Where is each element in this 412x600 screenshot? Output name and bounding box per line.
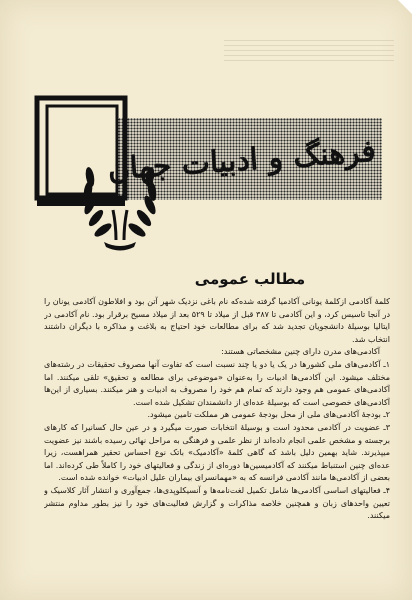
paragraph: آکادمی‌های مدرن دارای چنین مشخصاتی هستند: (221, 347, 380, 357)
paragraph: ۲ـ بودجهٔ آکادمی‌های ملی از محل بودجهٔ عمومی هر مملکت تامین میشود. (147, 410, 390, 420)
section-heading: مطالب عمومی (194, 270, 306, 288)
bleed-through-text (224, 40, 394, 64)
paragraph: ۴ـ فعالیتهای اساسی آکادمی‌ها شامل تکمیل لغت‌نامه‌ها و آنسیکلوپدی‌ها، جمع‌آوری و انتشار آثار کلاسیک و تعیین واحد‌های زبان و همچنین خلاصه مذاکرات و گزارش فعالیت‌های خود را نیز بطور مداوم منتشر میکنند. (44, 485, 390, 521)
magazine-title: فرهنگ و ادبیات جهان (106, 133, 377, 188)
paragraph: کلمهٔ آکادمی ازکلمهٔ یونانی آکادمیا گرفته شده‌که نام باغی نزدیک شهر آتن بود و افلاطون آکادمی یونان را در آنجا تاسیس کرد، و این آکادمی تا ۳۸۷ قبل از میلاد تا ۵۲۹ بعد از میلاد مسیح برقرار بود. نام آکادمی در ایتالیا بوسیلهٔ دانشجویان تجدید شد که برای مطالعات خود احتیاج به بلاغت و مذاکره با دیگران داشتند انتخاب شد. (44, 297, 390, 344)
paragraph: ۱ـ آکادمی‌های ملی کشورها در یک یا دو یا چند نسبت است که تفاوت آنها مصروف تحقیقات در رشته‌های مختلف میشود. این آکادمی‌ها ادبیات را به‌عنوان «موضوعی برای مطالعه و تحقیق» تلقی میکنند. اما آکادمی‌های عمومی هم وجود دارند که تمام هم خود را مصروف به ادبیات و هنر میکنند. بسیاری از این‌ها آکادمی‌های خصوصی است که بوسیلهٔ عده‌ای از دانشمندان تشکیل شده است. (44, 359, 390, 407)
article-body (44, 296, 390, 586)
torn-corner (398, 0, 412, 14)
paragraph: ۳ـ عضویت در آکادمی محدود است و بوسیلهٔ انتخابات صورت میگیرد و در عین حال کسانیرا که کارهای برجسته و مشخص علمی انجام داده‌اند از نظر علمی و فرهنگی به مراحل نهائی رسیده باشند نیز عضویت میپذیرند. شاید بهمین دلیل باشد که گاهی کلمهٔ «آکادمیک» باتک نوع احساس تحقیر همراهست، زیرا عده‌ای چنین استنباط میکنند که آکادمیسین‌ها دوره‌ای از زندگی و فعالیتهای خود را کاملاً طی کرده‌اند. اما بعضی از آکادمی‌ها مانند آکادمی فرانسه که به «مهمانسرای بیماران علیل ادبیات» خوانده شده است. (44, 422, 390, 483)
